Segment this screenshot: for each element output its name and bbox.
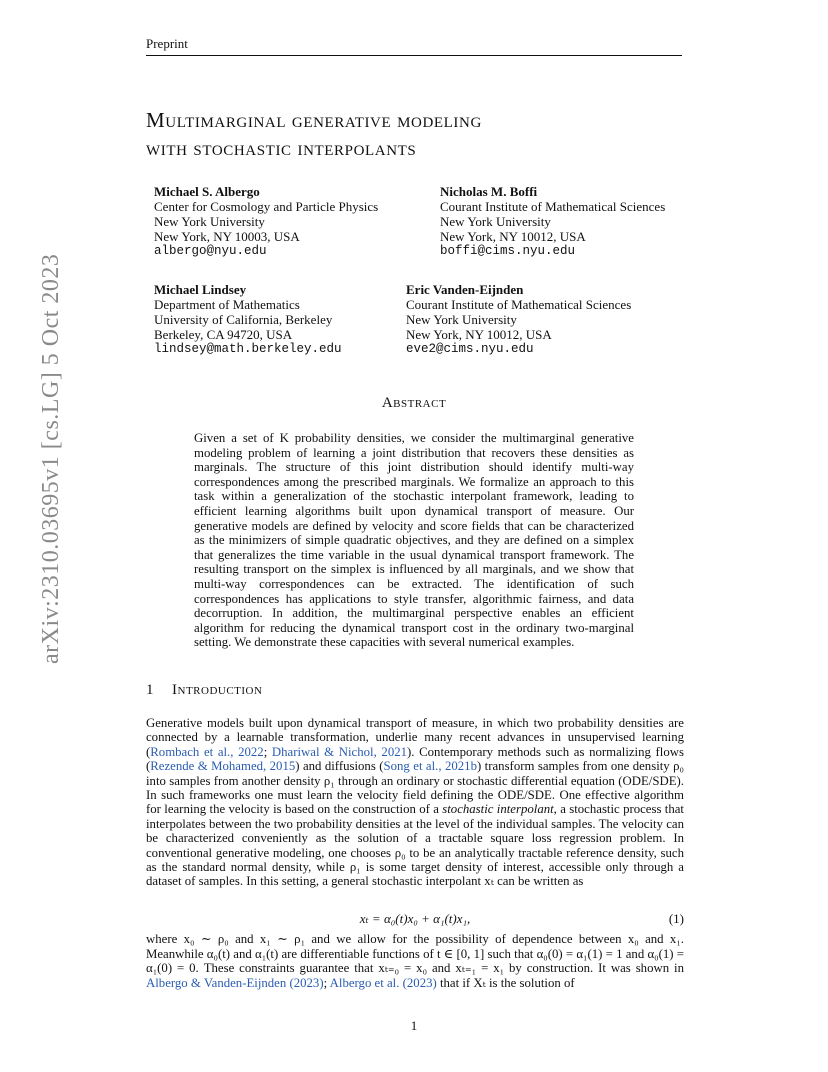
body-text: ). Contemporary methods such as normalizing flows ( — [146, 744, 684, 774]
citation-link[interactable]: Rombach et al., 2022 — [150, 744, 264, 759]
citation-link[interactable]: Song et al., 2021b — [383, 759, 477, 774]
citation-year: (2023) — [399, 975, 437, 990]
abstract-heading: Abstract — [381, 395, 447, 411]
arxiv-identifier-stamp[interactable]: arXiv:2310.03695v1 [cs.LG] 5 Oct 2023 — [38, 253, 64, 664]
author-block-4 — [406, 282, 631, 357]
section-heading — [146, 682, 262, 699]
citation-link[interactable]: Albergo et al. — [329, 975, 400, 990]
author-affiliation: New York University — [440, 214, 551, 229]
emphasis-term: stochastic interpolant — [442, 802, 554, 817]
author-affiliation: University of California, Berkeley — [154, 312, 333, 327]
title-line-1: Multimarginal generative modeling — [146, 108, 482, 132]
page-number: 1 — [410, 1018, 418, 1033]
paper-title — [146, 106, 686, 162]
author-email[interactable]: boffi@cims.nyu.edu — [440, 244, 576, 258]
author-email[interactable]: lindsey@math.berkeley.edu — [154, 342, 342, 356]
body-text: that if Xₜ is the solution of — [436, 975, 575, 990]
author-name: Michael Lindsey — [154, 282, 247, 297]
citation-year: (2023) — [286, 975, 324, 990]
equation-body: xₜ = α₀(t)x₀ + α₁(t)x₁, — [359, 911, 471, 926]
section-number: 1 — [146, 682, 154, 698]
body-text: where x₀ ∼ ρ₀ and x₁ ∼ ρ₁ and we allow for the possibility of dependence between x₀ and x₁. Meanwhile α₀(t) and α₁(t) are differentiable functions of t ∈ [0, 1] such that α₀(0) = α₁(1) = 1 and α₀(1) = α₁(0) = 0. These constraints guarantee that xₜ₌₀ = x₀ and xₜ₌₁ = x₁ by construction. It was shown in — [146, 932, 684, 976]
author-block-1 — [154, 184, 378, 259]
equation-number: (1) — [668, 911, 684, 926]
body-text: , a stochastic process that interpolates between the two probability densities at the level of the individual samples. The velocity can be characterized conveniently as the solution of a tractable square loss regression problem. In conventional generative modeling, one chooses ρ₀ to be an analytically tractable reference density, such as the standard normal density, while ρ₁ is some target density of interest, accessible only through a dataset of samples. In this setting, a general stochastic interpolant xₜ can be written as — [146, 802, 684, 889]
body-text: ; — [263, 744, 272, 759]
body-text: Generative models built upon dynamical transport of measure, in which two probability densities are connected by a learnable transformation, underlie many recent advances in unsupervised learning ( — [146, 716, 684, 759]
author-affiliation: Courant Institute of Mathematical Sciences — [440, 199, 666, 214]
author-address: New York, NY 10003, USA — [154, 229, 300, 244]
author-address: New York, NY 10012, USA — [406, 327, 552, 342]
introduction-paragraph — [146, 716, 684, 889]
author-affiliation: Department of Mathematics — [154, 297, 300, 312]
author-email[interactable]: albergo@nyu.edu — [154, 244, 267, 258]
body-text: ; — [323, 975, 330, 990]
author-block-3 — [154, 282, 342, 357]
author-address: Berkeley, CA 94720, USA — [154, 327, 293, 342]
author-affiliation: Courant Institute of Mathematical Sciences — [406, 297, 632, 312]
author-name: Eric Vanden-Eijnden — [406, 282, 524, 297]
author-affiliation: New York University — [406, 312, 517, 327]
running-head: Preprint — [146, 36, 682, 56]
body-text: ) and diffusions ( — [295, 759, 384, 774]
author-name: Nicholas M. Boffi — [440, 184, 538, 199]
author-block-2 — [440, 184, 665, 259]
citation-link[interactable]: Albergo & Vanden-Eijnden — [146, 975, 287, 990]
author-address: New York, NY 10012, USA — [440, 229, 586, 244]
equation-1 — [146, 911, 684, 927]
body-text: ) transform samples from one density ρ₀ into samples from another density ρ₁ through an ordinary or stochastic differential equation (ODE/SDE). In such frameworks one must learn the velocity field defining the ODE/SDE. One effective algorithm for learning the velocity is based on the construction of a — [146, 759, 684, 817]
author-affiliation: Center for Cosmology and Particle Physics — [154, 199, 379, 214]
author-name: Michael S. Albergo — [154, 184, 260, 199]
post-equation-paragraph — [146, 932, 684, 990]
author-email[interactable]: eve2@cims.nyu.edu — [406, 342, 534, 356]
section-title: Introduction — [172, 682, 263, 698]
author-affiliation: New York University — [154, 214, 265, 229]
citation-link[interactable]: Dhariwal & Nichol, 2021 — [271, 744, 408, 759]
abstract-text: Given a set of K probability densities, we consider the multimarginal generative modeling problem of learning a joint distribution that recovers these densities as marginals. The structure of this joint distribution should identify multi-way correspondences among the prescribed marginals. We formalize an approach to this task within a generalization of the stochastic interpolant framework, leading to efficient learning algorithms built upon dynamical transport of measure. Our generative models are defined by velocity and score fields that can be characterized as the minimizers of simple quadratic objectives, and they are defined on a simplex that generalizes the time variable in the usual dynamical transport framework. The resulting transport on the simplex is influenced by all marginals, and we show that multi-way correspondences can be extracted. The identification of such correspondences has applications to style transfer, algorithmic fairness, and data decorruption. In addition, the multimarginal perspective enables an efficient algorithm for reducing the dynamical transport cost in the ordinary two-marginal setting. We demonstrate these capacities with several numerical examples. — [194, 431, 634, 650]
title-line-2: with stochastic interpolants — [146, 136, 417, 160]
citation-link[interactable]: Rezende & Mohamed, 2015 — [150, 759, 296, 774]
